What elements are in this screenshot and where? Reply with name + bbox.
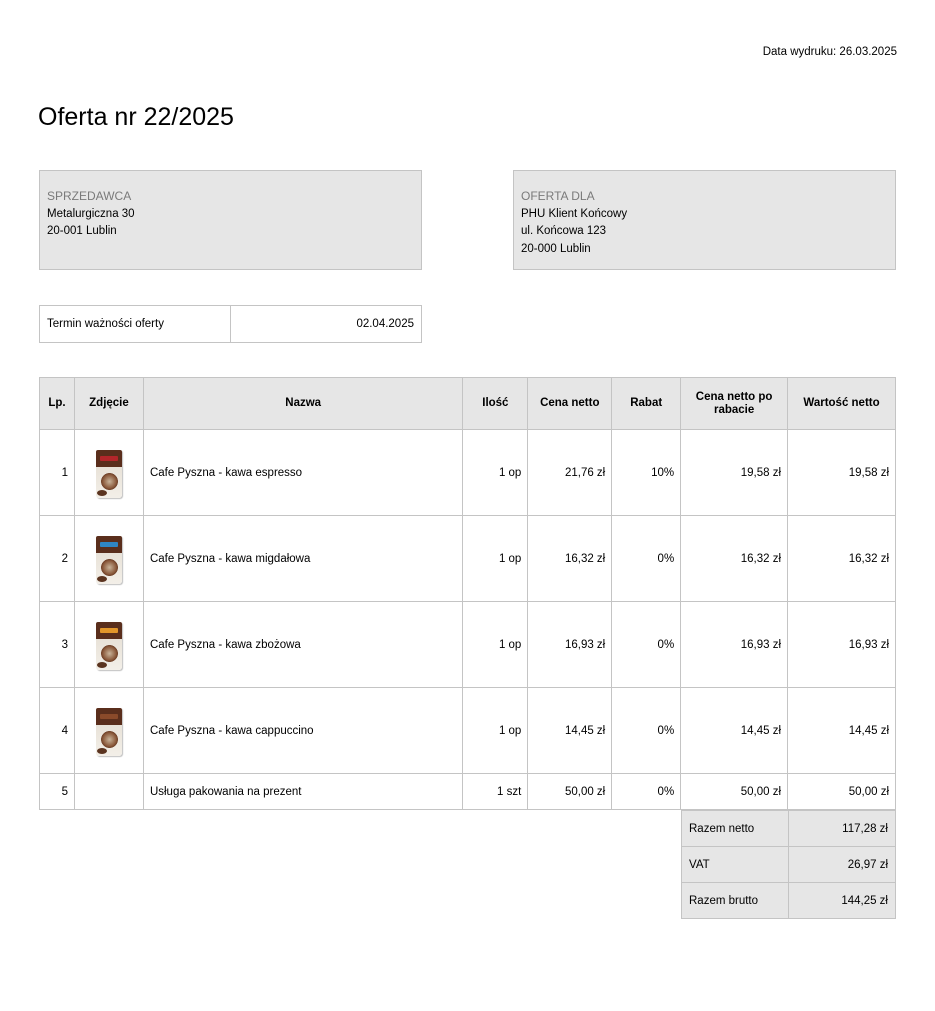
header-net-price: Cena netto <box>528 378 612 430</box>
row-photo <box>74 774 143 810</box>
seller-address-line: Metalurgiczna 30 <box>47 207 135 220</box>
row-photo <box>74 602 143 688</box>
header-discount: Rabat <box>612 378 681 430</box>
row-net-price: 21,76 zł <box>528 430 612 516</box>
seller-address-line: 20-001 Lublin <box>47 225 117 237</box>
row-discount: 10% <box>612 430 681 516</box>
table-row <box>40 774 896 810</box>
header-name: Nazwa <box>143 378 462 430</box>
row-qty: 1 op <box>463 516 528 602</box>
row-net-after-discount: 16,32 zł <box>681 516 788 602</box>
items-header-row <box>40 378 896 430</box>
table-row <box>40 430 896 516</box>
row-net-after-discount: 19,58 zł <box>681 430 788 516</box>
row-discount: 0% <box>612 688 681 774</box>
header-net-after-discount: Cena netto po rabacie <box>681 378 788 430</box>
row-lp: 1 <box>40 430 75 516</box>
row-net-value: 16,32 zł <box>788 516 896 602</box>
row-qty: 1 op <box>463 688 528 774</box>
row-net-after-discount: 50,00 zł <box>681 774 788 810</box>
total-gross-value: 144,25 zł <box>789 883 896 919</box>
row-photo <box>74 516 143 602</box>
totals-row <box>682 883 896 919</box>
row-lp: 5 <box>40 774 75 810</box>
header-photo: Zdjęcie <box>74 378 143 430</box>
buyer-address-line: 20-000 Lublin <box>521 242 591 255</box>
table-row <box>40 688 896 774</box>
totals-row <box>682 811 896 847</box>
row-net-price: 16,32 zł <box>528 516 612 602</box>
row-net-value: 16,93 zł <box>788 602 896 688</box>
header-net-value: Wartość netto <box>788 378 896 430</box>
row-discount: 0% <box>612 516 681 602</box>
seller-header: SPRZEDAWCA <box>47 189 132 203</box>
offer-title: Oferta nr 22/2025 <box>38 103 234 131</box>
row-net-value: 19,58 zł <box>788 430 896 516</box>
totals-table <box>681 810 896 919</box>
row-net-after-discount: 16,93 zł <box>681 602 788 688</box>
coffee-package-image <box>94 704 124 758</box>
row-net-price: 50,00 zł <box>528 774 612 810</box>
validity-value: 02.04.2025 <box>231 306 422 343</box>
validity-row <box>40 306 422 343</box>
table-row <box>40 516 896 602</box>
row-name: Cafe Pyszna - kawa espresso <box>143 430 462 516</box>
validity-table <box>39 305 422 343</box>
buyer-address-line: PHU Klient Końcowy <box>521 207 628 220</box>
items-table <box>39 377 896 810</box>
total-gross-label: Razem brutto <box>682 883 789 919</box>
row-name: Cafe Pyszna - kawa zbożowa <box>143 602 462 688</box>
table-row <box>40 602 896 688</box>
coffee-package-image <box>94 446 124 500</box>
row-lp: 2 <box>40 516 75 602</box>
vat-value: 26,97 zł <box>789 847 896 883</box>
print-date: Data wydruku: 26.03.2025 <box>762 46 897 58</box>
row-name: Usługa pakowania na prezent <box>143 774 462 810</box>
buyer-box <box>513 170 896 270</box>
row-net-price: 16,93 zł <box>528 602 612 688</box>
row-net-value: 14,45 zł <box>788 688 896 774</box>
row-photo <box>74 430 143 516</box>
row-net-value: 50,00 zł <box>788 774 896 810</box>
total-net-value: 117,28 zł <box>789 811 896 847</box>
buyer-address-line: ul. Końcowa 123 <box>521 225 607 237</box>
row-net-after-discount: 14,45 zł <box>681 688 788 774</box>
row-lp: 3 <box>40 602 75 688</box>
validity-label: Termin ważności oferty <box>40 306 231 343</box>
coffee-package-image <box>94 532 124 586</box>
total-net-label: Razem netto <box>682 811 789 847</box>
row-qty: 1 szt <box>463 774 528 810</box>
row-lp: 4 <box>40 688 75 774</box>
totals-row <box>682 847 896 883</box>
row-qty: 1 op <box>463 602 528 688</box>
header-lp: Lp. <box>40 378 75 430</box>
row-name: Cafe Pyszna - kawa cappuccino <box>143 688 462 774</box>
row-name: Cafe Pyszna - kawa migdałowa <box>143 516 462 602</box>
row-discount: 0% <box>612 774 681 810</box>
seller-box <box>39 170 422 270</box>
buyer-header: OFERTA DLA <box>521 189 595 203</box>
vat-label: VAT <box>682 847 789 883</box>
coffee-package-image <box>94 618 124 672</box>
row-discount: 0% <box>612 602 681 688</box>
header-qty: Ilość <box>463 378 528 430</box>
row-photo <box>74 688 143 774</box>
row-net-price: 14,45 zł <box>528 688 612 774</box>
row-qty: 1 op <box>463 430 528 516</box>
